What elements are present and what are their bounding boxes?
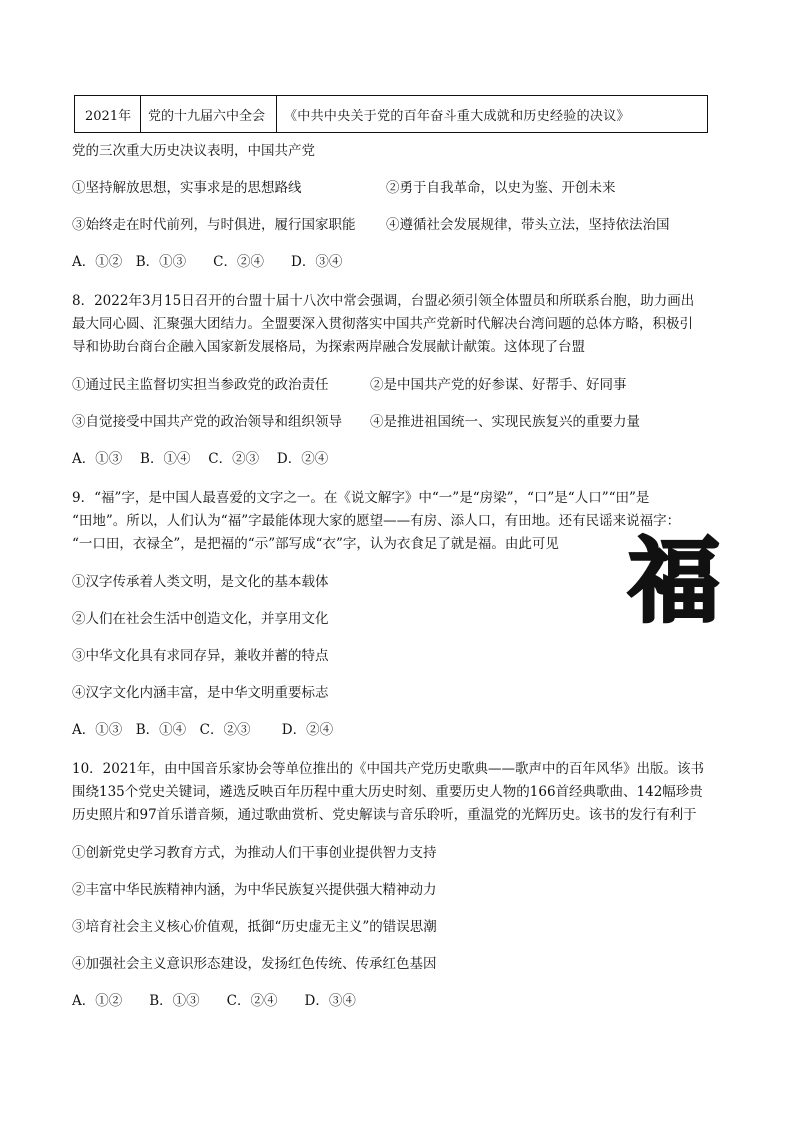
q9-stem-line-1: 9．“福”字，是中国人最喜爱的文字之一。在《说文解字》中“一”是“房梁”，“口”是“人口”“田”是 (72, 490, 650, 506)
table-cell-year: 2021年 (75, 96, 141, 132)
q8-option-4: ④是推进祖国统一、实现民族复兴的重要力量 (370, 414, 640, 430)
q10-option-4: ④加强社会主义意识形态建设，发扬红色传统、传承红色基因 (72, 956, 437, 972)
q7-answer-choices: A．①② B．①③ C．②④ D．③④ (72, 254, 343, 270)
fu-character-glyph: 福 (627, 527, 721, 627)
q10-stem-line-1: 10．2021年，由中国音乐家协会等单位推出的《中国共产党历史歌典——歌声中的百年风华》出版。该书 (72, 761, 705, 777)
q10-answer-choices: A．①② B．①③ C．②④ D．③④ (72, 993, 356, 1009)
q7-option-3: ③始终走在时代前列，与时俱进，履行国家职能 (72, 217, 356, 233)
q8-stem-line-1: 8．2022年3月15日召开的台盟十届十八次中常会强调，台盟必须引领全体盟员和所联系台胞，助力画出 (72, 293, 695, 309)
q8-option-1: ①通过民主监督切实担当参政党的政治责任 (72, 377, 329, 393)
q9-option-3: ③中华文化具有求同存异，兼收并蓄的特点 (72, 648, 329, 664)
history-resolution-table (74, 95, 708, 133)
q9-answer-choices: A．①③ B．①④ C．②③ D．②④ (72, 722, 334, 738)
table-cell-document: 《中共中央关于党的百年奋斗重大成就和历史经验的决议》 (284, 108, 630, 124)
q9-stem-line-2: “田地”。所以，人们认为“福”字最能体现大家的愿望——有房、添人口，有田地。还有民谣来说福字： (72, 513, 681, 529)
q9-option-2: ②人们在社会生活中创造文化，并享用文化 (72, 611, 329, 627)
q8-stem-line-2: 最大同心圆、汇聚强大团结力。全盟要深入贯彻落实中国共产党新时代解决台湾问题的总体方略，积极引 (72, 316, 693, 332)
q7-option-4: ④遵循社会发展规律，带头立法，坚持依法治国 (386, 217, 670, 233)
q10-stem-line-2: 围绕135个党史关键词，遴选反映百年历程中重大历史时刻、重要历史人物的166首经典歌曲、142幅珍贵 (72, 784, 703, 800)
q10-option-2: ②丰富中华民族精神内涵，为中华民族复兴提供强大精神动力 (72, 882, 437, 898)
q9-option-4: ④汉字文化内涵丰富，是中华文明重要标志 (72, 685, 329, 701)
q9-stem-line-3: “一口田，衣禄全”，是把福的“示”部写成“衣”字，认为衣食足了就是福。由此可见 (72, 536, 559, 552)
q8-stem-line-3: 导和协助台商台企融入国家新发展格局，为探索两岸融合发展献计献策。这体现了台盟 (72, 339, 585, 355)
q9-option-1: ①汉字传承着人类文明，是文化的基本载体 (72, 574, 329, 590)
q8-option-2: ②是中国共产党的好参谋、好帮手、好同事 (370, 377, 627, 393)
q10-option-1: ①创新党史学习教育方式，为推动人们干事创业提供智力支持 (72, 845, 437, 861)
q8-option-3: ③自觉接受中国共产党的政治领导和组织领导 (72, 414, 342, 430)
q8-answer-choices: A．①③ B．①④ C．②③ D．②④ (72, 451, 329, 467)
fu-character-image (624, 527, 724, 627)
q10-stem-line-3: 历史照片和97首乐谱音频，通过歌曲赏析、党史解读与音乐聆听，重温党的光辉历史。该书的发行有利于 (72, 807, 697, 823)
q7-option-1: ①坚持解放思想，实事求是的思想路线 (72, 180, 302, 196)
q10-option-3: ③培育社会主义核心价值观，抵御“历史虚无主义”的错误思潮 (72, 919, 437, 935)
q7-stem: 党的三次重大历史决议表明，中国共产党 (72, 143, 315, 159)
table-cell-meeting: 党的十九届六中全会 (141, 96, 277, 132)
q7-option-2: ②勇于自我革命，以史为鉴、开创未来 (386, 180, 616, 196)
